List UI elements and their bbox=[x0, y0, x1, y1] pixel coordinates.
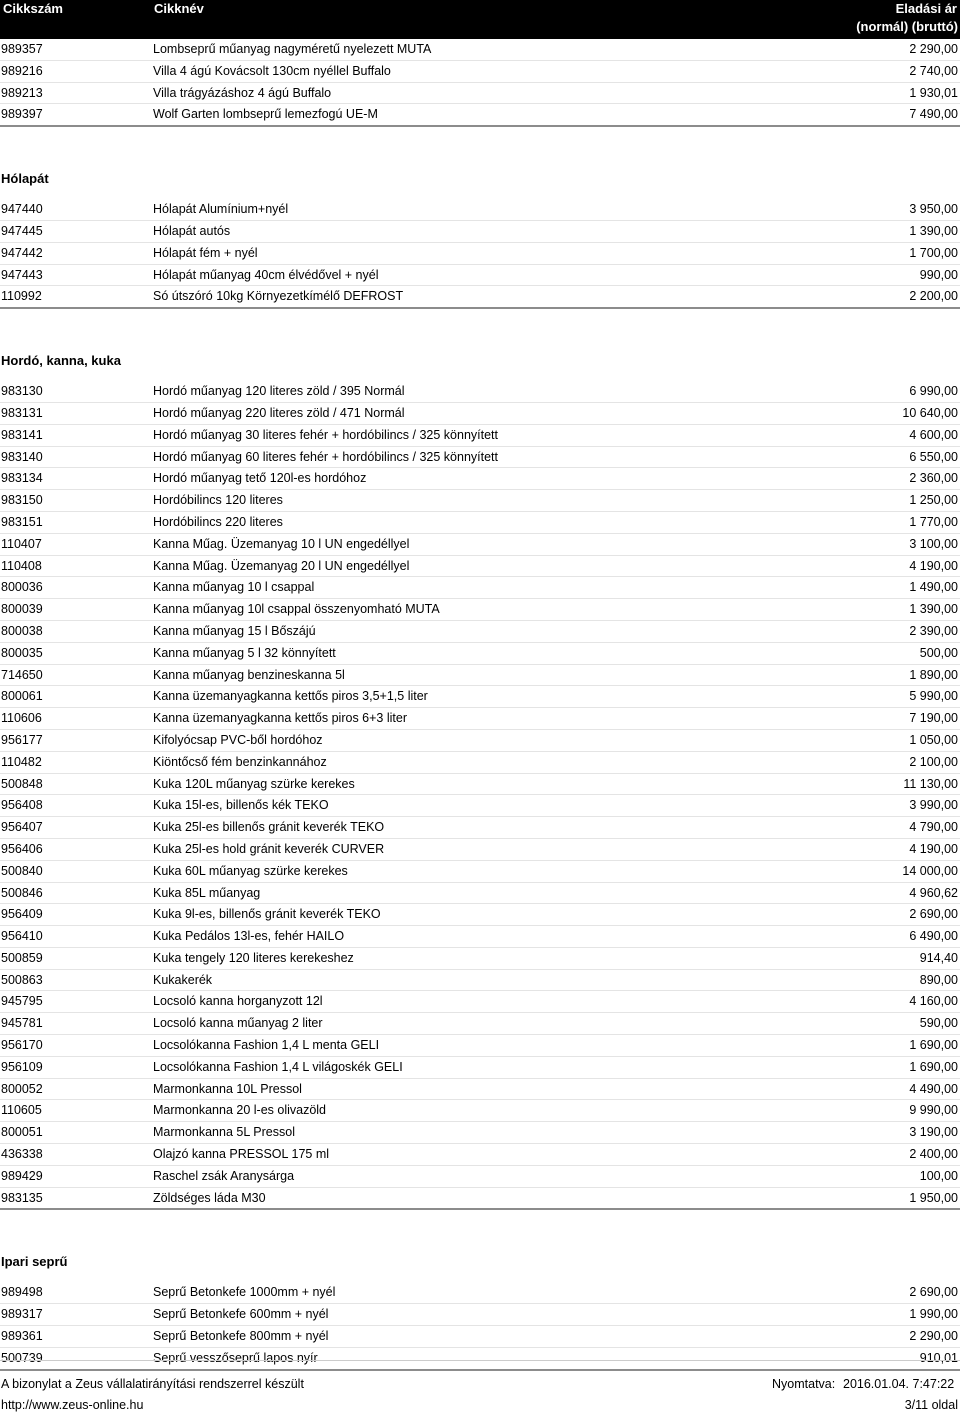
product-section bbox=[0, 335, 960, 1210]
item-name: Hordó műanyag 30 literes fehér + hordóbilincs / 325 könnyített bbox=[153, 427, 498, 442]
item-code: 800061 bbox=[1, 689, 43, 704]
item-name: Kuka 120L műanyag szürke kerekes bbox=[153, 776, 355, 791]
item-code: 500859 bbox=[1, 950, 43, 965]
item-price: 3 190,00 bbox=[909, 1125, 958, 1140]
item-price: 3 100,00 bbox=[909, 536, 958, 551]
table-row bbox=[0, 512, 960, 534]
table-row bbox=[0, 468, 960, 490]
table-header bbox=[0, 0, 960, 39]
item-name: Kukakerék bbox=[153, 972, 213, 987]
item-code: 989357 bbox=[1, 42, 43, 56]
table-row bbox=[0, 1188, 960, 1211]
item-name: Hólapát autós bbox=[153, 223, 231, 238]
item-price: 1 700,00 bbox=[909, 245, 958, 260]
item-code: 989213 bbox=[1, 85, 43, 100]
product-section bbox=[0, 153, 960, 309]
item-name: Kanna Műag. Üzemanyag 20 l UN engedéllyel bbox=[153, 558, 410, 573]
item-price: 2 290,00 bbox=[909, 42, 958, 56]
item-code: 800035 bbox=[1, 645, 43, 660]
item-code: 110482 bbox=[1, 754, 42, 769]
footer-note: A bizonylat a Zeus vállalatirányítási rendszerrel készült bbox=[1, 1377, 304, 1391]
item-name: Hólapát Alumínium+nyél bbox=[153, 202, 289, 217]
table-row bbox=[0, 447, 960, 469]
section-title: Hólapát bbox=[1, 171, 49, 187]
table-row bbox=[0, 1166, 960, 1188]
item-price: 100,00 bbox=[919, 1168, 958, 1183]
item-code: 800051 bbox=[1, 1125, 43, 1140]
table-row bbox=[0, 243, 960, 265]
section-title: Hordó, kanna, kuka bbox=[1, 353, 121, 369]
printed-label: Nyomtatva: bbox=[772, 1377, 836, 1391]
item-code: 989429 bbox=[1, 1168, 43, 1183]
item-name: Locsolókanna Fashion 1,4 L világoskék GELI bbox=[153, 1059, 403, 1074]
item-code: 983131 bbox=[1, 405, 43, 420]
table-row bbox=[0, 286, 960, 309]
table-row bbox=[0, 61, 960, 83]
table-row bbox=[0, 1057, 960, 1079]
item-name: Kanna műanyag 15 l Bőszájú bbox=[153, 623, 316, 638]
item-name: Hordó műanyag 60 literes fehér + hordóbilincs / 325 könnyített bbox=[153, 449, 498, 464]
table-row bbox=[0, 904, 960, 926]
item-code: 800039 bbox=[1, 602, 43, 617]
item-name: Seprű Betonkefe 800mm + nyél bbox=[153, 1329, 329, 1344]
item-code: 956177 bbox=[1, 732, 43, 747]
item-name: Zöldséges láda M30 bbox=[153, 1190, 266, 1205]
item-code: 989498 bbox=[1, 1285, 43, 1300]
item-code: 110992 bbox=[1, 289, 42, 304]
table-row bbox=[0, 730, 960, 752]
printed-timestamp: 2016.01.04. 7:47:22 bbox=[843, 1377, 955, 1391]
table-row bbox=[0, 221, 960, 243]
item-price: 14 000,00 bbox=[902, 863, 958, 878]
item-name: Villa trágyázáshoz 4 ágú Buffalo bbox=[153, 85, 332, 100]
table-row bbox=[0, 665, 960, 687]
item-code: 956409 bbox=[1, 907, 43, 922]
item-price: 1 490,00 bbox=[909, 580, 958, 595]
item-code: 956408 bbox=[1, 798, 43, 813]
item-price: 5 990,00 bbox=[909, 689, 958, 704]
item-name: Hólapát műanyag 40cm élvédővel + nyél bbox=[153, 267, 379, 282]
item-code: 983150 bbox=[1, 493, 43, 508]
item-code: 800036 bbox=[1, 580, 43, 595]
table-row bbox=[0, 1144, 960, 1166]
table-row bbox=[0, 1304, 960, 1326]
table-row bbox=[0, 1035, 960, 1057]
item-price: 500,00 bbox=[919, 645, 958, 660]
item-name: Kuka 25l-es billenős gránit keverék TEKO bbox=[153, 820, 385, 835]
item-name: Wolf Garten lombseprű lemezfogú UE-M bbox=[153, 107, 378, 122]
item-name: Kuka Pedálos 13l-es, fehér HAILO bbox=[153, 929, 345, 944]
item-price: 4 790,00 bbox=[909, 820, 958, 835]
item-price: 990,00 bbox=[919, 267, 958, 282]
item-code: 956406 bbox=[1, 841, 43, 856]
table-row bbox=[0, 774, 960, 796]
item-price: 1 050,00 bbox=[909, 732, 958, 747]
item-name: Locsoló kanna horganyzott 12l bbox=[153, 994, 323, 1009]
item-name: Seprű vesszőseprű lapos nyír bbox=[153, 1350, 318, 1365]
item-code: 956170 bbox=[1, 1038, 43, 1053]
item-code: 983151 bbox=[1, 514, 43, 529]
item-name: Marmonkanna 20 l-es olivazöld bbox=[153, 1103, 327, 1118]
item-code: 714650 bbox=[1, 667, 43, 682]
product-section bbox=[0, 39, 960, 127]
item-code: 500848 bbox=[1, 776, 43, 791]
item-price: 6 490,00 bbox=[909, 929, 958, 944]
item-code: 110606 bbox=[1, 711, 42, 726]
table-row bbox=[0, 1282, 960, 1304]
table-row bbox=[0, 490, 960, 512]
item-name: Locsolókanna Fashion 1,4 L menta GELI bbox=[153, 1038, 380, 1053]
item-code: 983135 bbox=[1, 1190, 43, 1205]
table-row bbox=[0, 199, 960, 221]
table-row bbox=[0, 599, 960, 621]
item-price: 3 990,00 bbox=[909, 798, 958, 813]
item-name: Seprű Betonkefe 600mm + nyél bbox=[153, 1307, 329, 1322]
item-code: 500846 bbox=[1, 885, 43, 900]
item-price: 1 890,00 bbox=[909, 667, 958, 682]
item-name: Kanna műanyag 10l csappal összenyomható MUTA bbox=[153, 602, 440, 617]
table-row bbox=[0, 861, 960, 883]
column-header-price: Eladási ár bbox=[895, 1, 957, 16]
product-section bbox=[0, 1236, 960, 1370]
item-name: Locsoló kanna műanyag 2 liter bbox=[153, 1016, 323, 1031]
item-price: 1 950,00 bbox=[909, 1190, 958, 1205]
table-row bbox=[0, 883, 960, 905]
item-name: Kuka 15l-es, billenős kék TEKO bbox=[153, 798, 329, 813]
table-row bbox=[0, 708, 960, 730]
item-code: 989216 bbox=[1, 63, 43, 78]
item-code: 989317 bbox=[1, 1307, 43, 1322]
item-price: 4 490,00 bbox=[909, 1081, 958, 1096]
table-row bbox=[0, 926, 960, 948]
item-price: 2 100,00 bbox=[909, 754, 958, 769]
item-code: 956410 bbox=[1, 929, 43, 944]
item-code: 989361 bbox=[1, 1329, 43, 1344]
table-row bbox=[0, 381, 960, 403]
table-row bbox=[0, 839, 960, 861]
item-price: 1 770,00 bbox=[909, 514, 958, 529]
item-code: 947440 bbox=[1, 202, 43, 217]
item-name: Seprű Betonkefe 1000mm + nyél bbox=[153, 1285, 336, 1300]
item-code: 956407 bbox=[1, 820, 43, 835]
item-price: 2 200,00 bbox=[909, 289, 958, 304]
table-row bbox=[0, 621, 960, 643]
item-price: 1 390,00 bbox=[909, 602, 958, 617]
item-name: Hólapát fém + nyél bbox=[153, 245, 258, 260]
page-number: 3/11 oldal bbox=[904, 1398, 958, 1412]
item-name: Kuka 85L műanyag bbox=[153, 885, 261, 900]
item-name: Kiöntőcső fém benzinkannához bbox=[153, 754, 327, 769]
product-list bbox=[0, 39, 960, 1371]
item-code: 800038 bbox=[1, 623, 43, 638]
column-header-code: Cikkszám bbox=[3, 1, 63, 16]
table-row bbox=[0, 39, 960, 61]
item-price: 1 390,00 bbox=[909, 223, 958, 238]
item-name: Hordó műanyag 120 literes zöld / 395 Normál bbox=[153, 384, 405, 399]
table-row bbox=[0, 83, 960, 105]
item-price: 2 390,00 bbox=[909, 623, 958, 638]
column-header-price-subtitle: (normál) (bruttó) bbox=[856, 19, 958, 34]
table-row bbox=[0, 104, 960, 127]
table-row bbox=[0, 577, 960, 599]
item-name: Kanna műanyag 5 l 32 könnyített bbox=[153, 645, 336, 660]
table-row bbox=[0, 948, 960, 970]
table-row bbox=[0, 1122, 960, 1144]
item-price: 4 190,00 bbox=[909, 558, 958, 573]
item-price: 6 550,00 bbox=[909, 449, 958, 464]
item-price: 2 360,00 bbox=[909, 471, 958, 486]
item-price: 4 960,62 bbox=[909, 885, 958, 900]
item-code: 983130 bbox=[1, 384, 43, 399]
item-price: 7 190,00 bbox=[909, 711, 958, 726]
item-name: Kanna üzemanyagkanna kettős piros 3,5+1,5 liter bbox=[153, 689, 428, 704]
item-price: 10 640,00 bbox=[902, 405, 958, 420]
item-price: 2 400,00 bbox=[909, 1147, 958, 1162]
item-code: 945781 bbox=[1, 1016, 43, 1031]
footer-url[interactable]: http://www.zeus-online.hu bbox=[1, 1398, 144, 1412]
item-name: Kuka 9l-es, billenős gránit keverék TEKO bbox=[153, 907, 381, 922]
table-row bbox=[0, 1079, 960, 1101]
item-name: Villa 4 ágú Kovácsolt 130cm nyéllel Buffalo bbox=[153, 63, 391, 78]
item-name: Kanna műanyag benzineskanna 5l bbox=[153, 667, 345, 682]
table-row bbox=[0, 817, 960, 839]
item-price: 2 690,00 bbox=[909, 907, 958, 922]
item-name: Kifolyócsap PVC-ből hordóhoz bbox=[153, 732, 323, 747]
table-row bbox=[0, 403, 960, 425]
item-code: 983134 bbox=[1, 471, 43, 486]
item-price: 1 990,00 bbox=[909, 1307, 958, 1322]
item-code: 436338 bbox=[1, 1147, 43, 1162]
table-row bbox=[0, 534, 960, 556]
item-price: 590,00 bbox=[919, 1016, 958, 1031]
item-name: Só útszóró 10kg Környezetkímélő DEFROST bbox=[153, 289, 404, 304]
item-name: Marmonkanna 10L Pressol bbox=[153, 1081, 302, 1096]
item-code: 947445 bbox=[1, 223, 43, 238]
item-code: 947443 bbox=[1, 267, 43, 282]
item-price: 4 600,00 bbox=[909, 427, 958, 442]
item-price: 914,40 bbox=[919, 950, 958, 965]
item-code: 945795 bbox=[1, 994, 43, 1009]
item-price: 2 290,00 bbox=[909, 1329, 958, 1344]
item-price: 7 490,00 bbox=[909, 107, 958, 122]
item-price: 890,00 bbox=[919, 972, 958, 987]
item-name: Kuka 25l-es hold gránit keverék CURVER bbox=[153, 841, 385, 856]
item-code: 983140 bbox=[1, 449, 43, 464]
item-name: Kanna műanyag 10 l csappal bbox=[153, 580, 315, 595]
table-row bbox=[0, 556, 960, 578]
item-code: 989397 bbox=[1, 107, 43, 122]
item-price: 4 160,00 bbox=[909, 994, 958, 1009]
table-row bbox=[0, 752, 960, 774]
item-name: Kuka tengely 120 literes kerekeshez bbox=[153, 950, 354, 965]
item-name: Lombseprű műanyag nagyméretű nyelezett MUTA bbox=[153, 42, 432, 56]
table-row bbox=[0, 991, 960, 1013]
table-row bbox=[0, 1326, 960, 1348]
page-footer bbox=[0, 1360, 960, 1415]
item-price: 2 690,00 bbox=[909, 1285, 958, 1300]
table-row bbox=[0, 265, 960, 287]
item-name: Kanna üzemanyagkanna kettős piros 6+3 liter bbox=[153, 711, 407, 726]
item-price: 1 930,01 bbox=[909, 85, 958, 100]
table-row bbox=[0, 795, 960, 817]
item-name: Hordóbilincs 220 literes bbox=[153, 514, 283, 529]
table-row bbox=[0, 970, 960, 992]
item-name: Hordó műanyag tető 120l-es hordóhoz bbox=[153, 471, 367, 486]
item-name: Raschel zsák Aranysárga bbox=[153, 1168, 295, 1183]
item-name: Kanna Műag. Üzemanyag 10 l UN engedéllyel bbox=[153, 536, 410, 551]
item-price: 9 990,00 bbox=[909, 1103, 958, 1118]
item-code: 947442 bbox=[1, 245, 43, 260]
item-price: 3 950,00 bbox=[909, 202, 958, 217]
column-header-name: Cikknév bbox=[154, 1, 204, 16]
item-name: Hordóbilincs 120 literes bbox=[153, 493, 283, 508]
item-price: 1 690,00 bbox=[909, 1038, 958, 1053]
item-code: 956109 bbox=[1, 1059, 43, 1074]
item-name: Olajzó kanna PRESSOL 175 ml bbox=[153, 1147, 330, 1162]
item-code: 110605 bbox=[1, 1103, 42, 1118]
item-code: 983141 bbox=[1, 427, 43, 442]
item-price: 2 740,00 bbox=[909, 63, 958, 78]
table-row bbox=[0, 425, 960, 447]
item-price: 4 190,00 bbox=[909, 841, 958, 856]
item-name: Hordó műanyag 220 literes zöld / 471 Normál bbox=[153, 405, 405, 420]
table-row bbox=[0, 643, 960, 665]
item-price: 1 690,00 bbox=[909, 1059, 958, 1074]
item-price: 6 990,00 bbox=[909, 384, 958, 399]
item-name: Marmonkanna 5L Pressol bbox=[153, 1125, 295, 1140]
item-price: 910,01 bbox=[919, 1350, 958, 1365]
item-code: 800052 bbox=[1, 1081, 43, 1096]
table-row bbox=[0, 1013, 960, 1035]
item-price: 1 250,00 bbox=[909, 493, 958, 508]
table-row bbox=[0, 686, 960, 708]
item-code: 500739 bbox=[1, 1350, 43, 1365]
item-code: 110407 bbox=[1, 536, 42, 551]
item-code: 500863 bbox=[1, 972, 43, 987]
section-title: Ipari seprű bbox=[1, 1254, 68, 1270]
item-code: 110408 bbox=[1, 558, 42, 573]
item-price: 11 130,00 bbox=[903, 776, 958, 791]
item-name: Kuka 60L műanyag szürke kerekes bbox=[153, 863, 348, 878]
item-code: 500840 bbox=[1, 863, 43, 878]
table-row bbox=[0, 1100, 960, 1122]
